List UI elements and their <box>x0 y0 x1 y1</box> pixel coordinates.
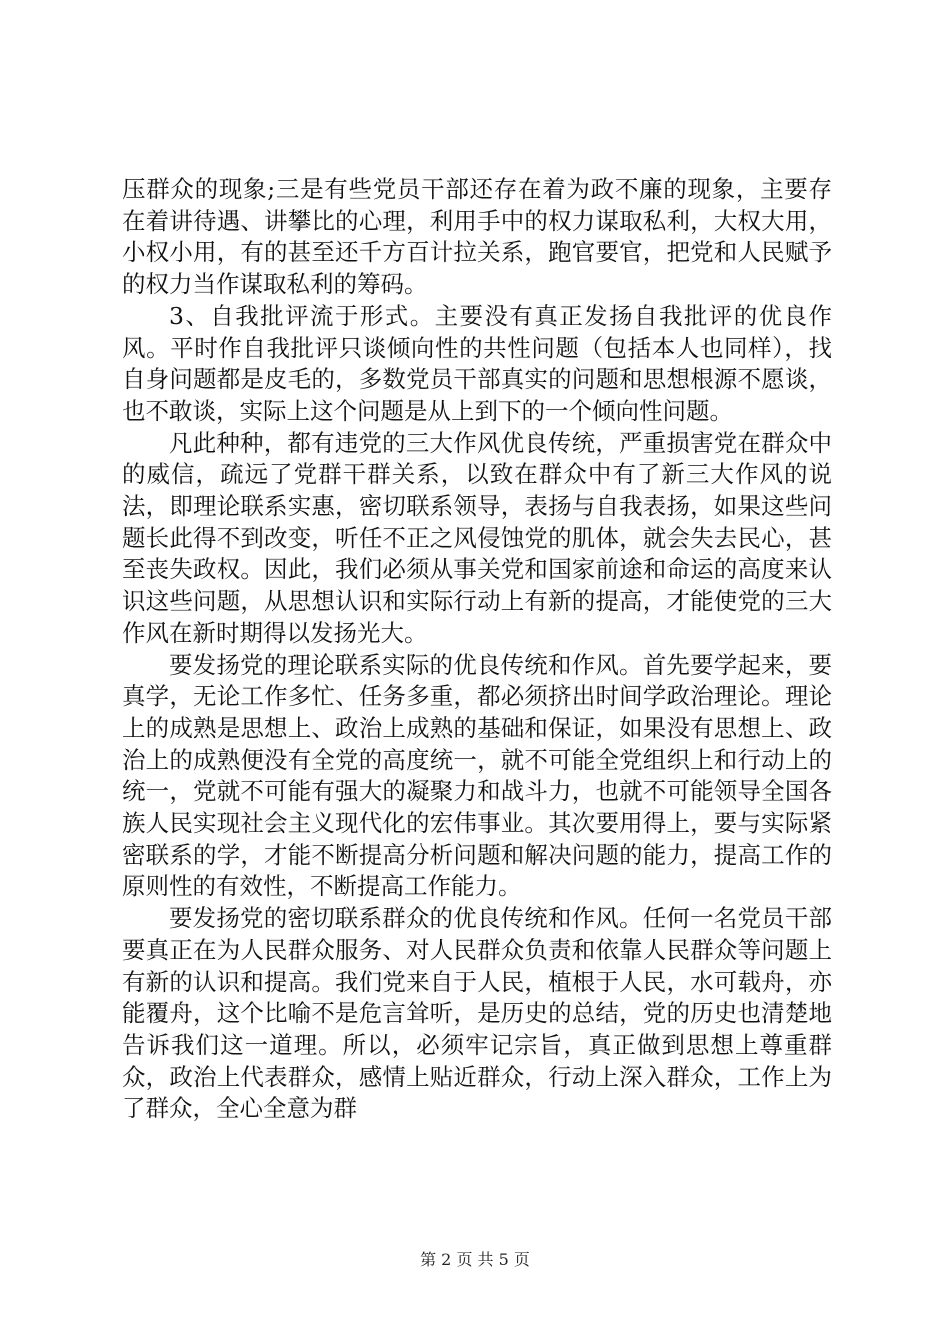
paragraph-1: 压群众的现象;三是有些党员干部还存在着为政不廉的现象，主要存在着讲待遇、讲攀比的心理，利用手中的权力谋取私利，大权大用，小权小用，有的甚至还千方百计拉关系，跑官要官，把党和人民赋予的权力当作谋取私利的筹码。 <box>122 175 832 299</box>
page-number-footer: 第 2 页 共 5 页 <box>420 1250 530 1269</box>
paragraph-5: 要发扬党的密切联系群众的优良传统和作风。任何一名党员干部要真正在为人民群众服务、对人民群众负责和依靠人民群众等问题上有新的认识和提高。我们党来自于人民，植根于人民，水可载舟，亦能覆舟，这个比喻不是危言耸听，是历史的总结，党的历史也清楚地告诉我们这一道理。所以，必须牢记宗旨，真正做到思想上尊重群众，政治上代表群众，感情上贴近群众，行动上深入群众，工作上为了群众，全心全意为群 <box>122 904 832 1123</box>
paragraph-2: 3、自我批评流于形式。主要没有真正发扬自我批评的优良作风。平时作自我批评只谈倾向性的共性问题（包括本人也同样），找自身问题都是皮毛的，多数党员干部真实的问题和思想根源不愿谈，也不敢谈，实际上这个问题是从上到下的一个倾向性问题。 <box>122 301 832 425</box>
document-body <box>122 174 832 1125</box>
paragraph-4: 要发扬党的理论联系实际的优良传统和作风。首先要学起来，要真学，无论工作多忙、任务多重，都必须挤出时间学政治理论。理论上的成熟是思想上、政治上成熟的基础和保证，如果没有思想上、政治上的成熟便没有全党的高度统一，就不可能全党组织上和行动上的统一，党就不可能有强大的凝聚力和战斗力，也就不可能领导全国各族人民实现社会主义现代化的宏伟事业。其次要用得上，要与实际紧密联系的学，才能不断提高分析问题和解决问题的能力，提高工作的原则性的有效性，不断提高工作能力。 <box>122 650 832 901</box>
paragraph-3: 凡此种种，都有违党的三大作风优良传统，严重损害党在群众中的威信，疏远了党群干群关系，以致在群众中有了新三大作风的说法，即理论联系实惠，密切联系领导，表扬与自我表扬，如果这些问题长此得不到改变，听任不正之风侵蚀党的肌体，就会失去民心，甚至丧失政权。因此，我们必须从事关党和国家前途和命运的高度来认识这些问题，从思想认识和实际行动上有新的提高，才能使党的三大作风在新时期得以发扬光大。 <box>122 428 832 647</box>
